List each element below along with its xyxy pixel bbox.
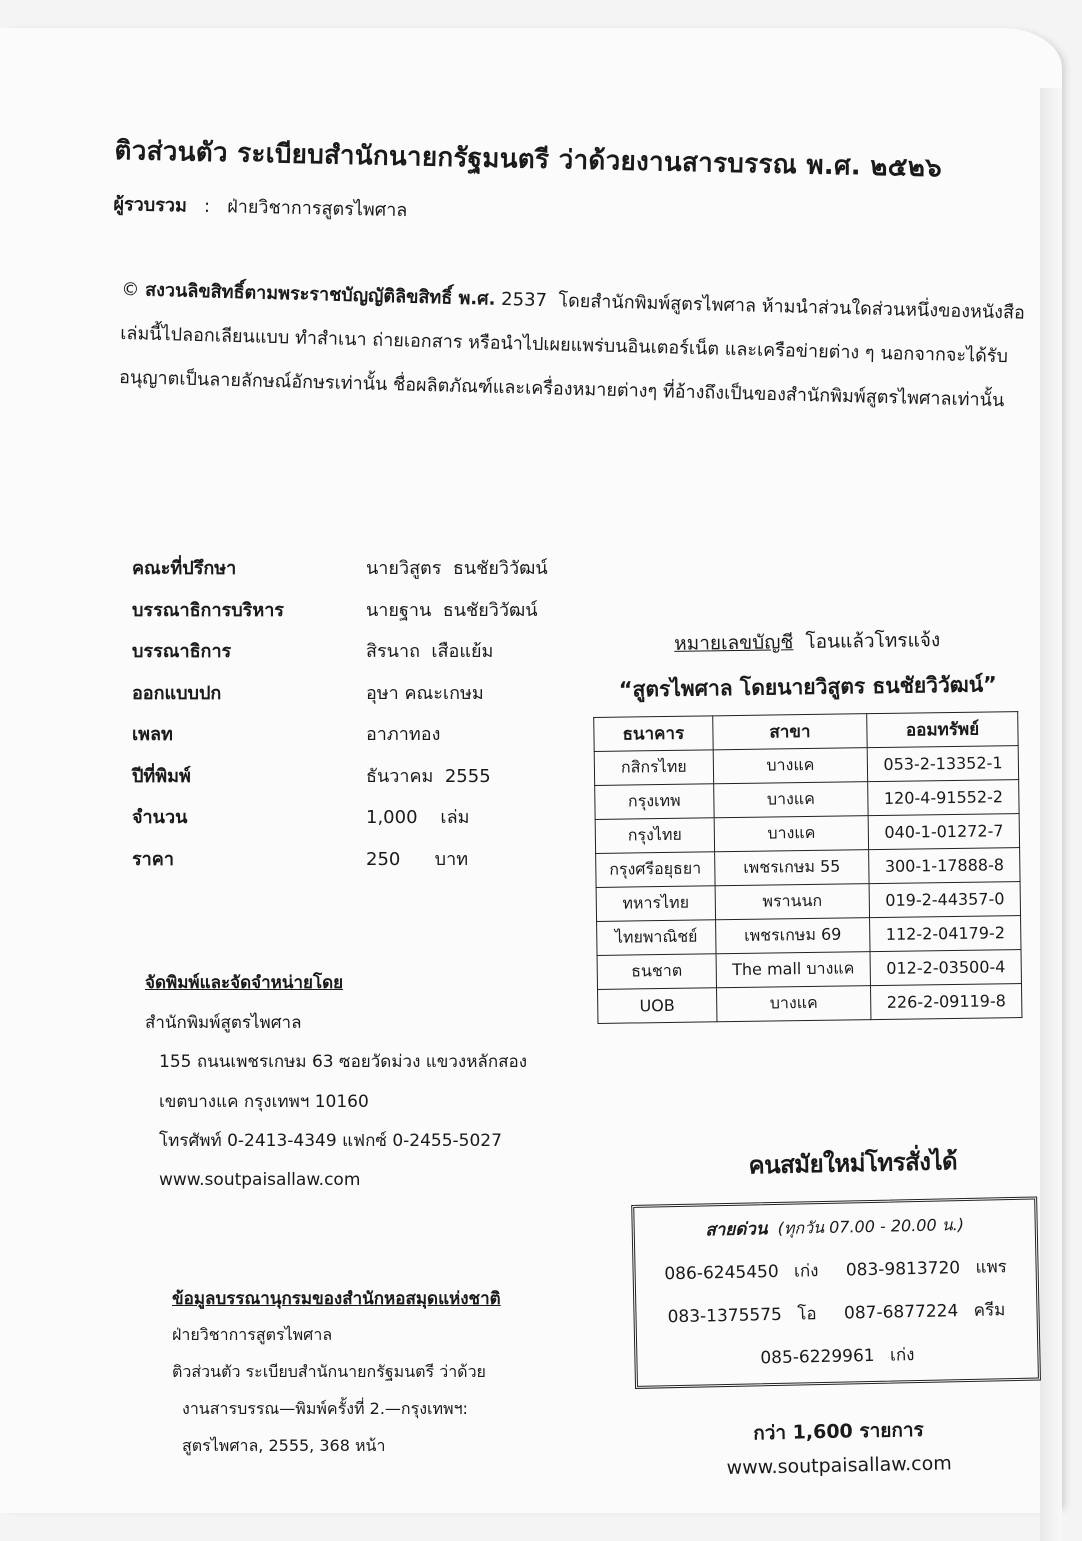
- hotline-label: สายด่วน: [705, 1219, 768, 1241]
- credits-list: [132, 547, 548, 879]
- credit-label: ออกแบบปก: [132, 682, 222, 704]
- bank-accounts-table: [593, 711, 1022, 1024]
- catalog-line: ฝ่ายวิชาการสูตรไพศาล: [172, 1325, 333, 1344]
- phone-number: 083-1375575: [667, 1304, 783, 1328]
- bank-accounts-section: [592, 624, 1027, 1024]
- column-header-bank: ธนาคาร: [594, 716, 713, 752]
- branch-cell: เพชรเกษม 69: [715, 918, 870, 954]
- credit-row: [132, 589, 548, 631]
- branch-cell: เพชรเกษม 55: [714, 850, 869, 886]
- bank-cell: กสิกรไทย: [594, 750, 713, 786]
- credit-value: นายวิสูตร ธนชัยวิวัฒน์: [366, 558, 548, 580]
- branch-cell: บางแค: [713, 782, 868, 818]
- credit-label: บรรณาธิการบริหาร: [132, 599, 284, 621]
- credit-label: ปีที่พิมพ์: [132, 765, 191, 787]
- credit-value: นายฐาน ธนชัยวิวัฒน์: [366, 599, 538, 621]
- catalog-heading: ข้อมูลบรรณานุกรมของสำนักหอสมุดแห่งชาติ: [172, 1289, 501, 1309]
- credit-value: 250 บาท: [366, 848, 469, 870]
- branch-cell: พรานนก: [715, 884, 870, 920]
- compiler-label: ผู้รวบรวม: [113, 193, 188, 217]
- bank-cell: UOB: [598, 988, 717, 1024]
- credit-value: 1,000 เล่ม: [366, 807, 470, 829]
- publisher-phone: โทรศัพท์ 0-2413-4349 แฟกซ์ 0-2455-5027: [159, 1131, 502, 1152]
- credit-row: [132, 547, 548, 589]
- book-title: ติวส่วนตัว ระเบียบสำนักนายกรัฐมนตรี ว่าด้วยงานสารบรรณ พ.ศ. ๒๕๒๖: [114, 135, 943, 184]
- phone-line: [646, 1296, 1026, 1331]
- branch-cell: บางแค: [713, 748, 868, 784]
- copyright-year: 2537: [500, 288, 548, 312]
- publisher-address-1: 155 ถนนเพชรเกษม 63 ซอยวัดม่วง แขวงหลักสอง: [159, 1052, 528, 1073]
- publisher-name: สำนักพิมพ์สูตรไพศาล: [145, 1012, 302, 1033]
- account-number-cell: 112-2-04179-2: [870, 916, 1021, 952]
- credit-label: บรรณาธิการ: [132, 641, 232, 663]
- account-number-cell: 012-2-03500-4: [870, 950, 1021, 986]
- credit-row: [132, 755, 548, 797]
- page-edge-shadow: [1040, 88, 1062, 1541]
- header: [113, 130, 942, 235]
- credit-row: [132, 713, 548, 755]
- accounts-title: [592, 624, 1022, 660]
- catalog-line: ติวส่วนตัว ระเบียบสำนักนายกรัฐมนตรี ว่าด้วย: [172, 1362, 486, 1381]
- account-number-cell: 019-2-44357-0: [869, 882, 1020, 918]
- bank-cell: ไทยพาณิชย์: [597, 920, 716, 956]
- credit-label: ราคา: [132, 848, 174, 870]
- copyright-bold-text: สงวนลิขสิทธิ์ตามพระราชบัญญัติลิขสิทธิ์ พ.ศ.: [144, 279, 496, 310]
- publisher-heading: จัดพิมพ์และจัดจำหน่ายโดย: [145, 973, 344, 994]
- credit-label: จำนวน: [132, 807, 188, 829]
- catalog-line: สูตรไพศาล, 2555, 368 หน้า: [182, 1436, 386, 1455]
- compiler-separator: :: [203, 195, 211, 218]
- order-promo: [630, 1140, 1042, 1481]
- account-owner: “สูตรไพศาล โดยนายวิสูตร ธนชัยวิวัฒน์”: [618, 672, 998, 702]
- account-number-cell: 120-4-91552-2: [868, 780, 1019, 816]
- publisher-address-2: เขตบางแค กรุงเทพฯ 10160: [159, 1091, 369, 1112]
- catalog-info: [172, 1280, 501, 1465]
- copyright-notice: [119, 268, 1042, 424]
- phone-number: 086-6245450: [664, 1261, 779, 1285]
- credit-row: [132, 796, 548, 838]
- accounts-title-underlined: หมายเลขบัญชี: [674, 631, 794, 655]
- bank-cell: กรุงไทย: [595, 818, 714, 854]
- credit-row: [132, 672, 548, 714]
- accounts-title-rest: โอนแล้วโทรแจ้ง: [805, 629, 941, 654]
- phone-contact-name: แพร: [975, 1257, 1008, 1278]
- promo-item-count: กว่า 1,600 รายการ: [752, 1418, 924, 1445]
- credit-value: อุษา คณะเกษม: [366, 682, 484, 704]
- column-header-branch: สาขา: [713, 714, 868, 750]
- compiler-value: ฝ่ายวิชาการสูตรไพศาล: [227, 196, 408, 222]
- table-row: [598, 984, 1022, 1024]
- account-number-cell: 040-1-01272-7: [868, 814, 1019, 850]
- phone-line: [647, 1339, 1027, 1374]
- account-number-cell: 053-2-13352-1: [867, 746, 1018, 782]
- publisher-info: [145, 963, 527, 1200]
- phone-contact-name: ครีม: [973, 1300, 1006, 1321]
- credit-row: [132, 838, 548, 880]
- bank-cell: ทหารไทย: [596, 886, 715, 922]
- hotline-hours: (ทุกวัน 07.00 - 20.00 น.): [777, 1215, 965, 1238]
- copyright-body: โดยสำนักพิมพ์สูตรไพศาล ห้ามนำส่วนใดส่วนหนึ่งของหนังสือเล่มนี้ไปลอกเลียนแบบ ทำสำเนา ถ่ายเอกสาร หรือนำไปเผยแพร่บนอินเตอร์เน็ต และเครือข่ายต่าง ๆ นอกจากจะได้รับอนุญาตเป็นลายลักษณ์อักษรเท่านั้น ชื่อผลิตภัณฑ์และเครื่องหมายต่างๆ ที่อ้างถึงเป็นของสำนักพิมพ์สูตรไพศาลเท่านั้น: [118, 290, 1026, 412]
- bank-cell: กรุงศรีอยุธยา: [596, 852, 715, 888]
- account-number-cell: 226-2-09119-8: [871, 984, 1022, 1020]
- branch-cell: บางแค: [716, 986, 871, 1022]
- bank-cell: กรุงเทพ: [595, 784, 714, 820]
- credit-value: อาภาทอง: [366, 724, 441, 746]
- bank-cell: ธนชาต: [597, 954, 716, 990]
- phone-contact-name: เก่ง: [889, 1345, 915, 1366]
- account-number-cell: 300-1-17888-8: [869, 848, 1020, 884]
- catalog-line: งานสารบรรณ—พิมพ์ครั้งที่ 2.—กรุงเทพฯ:: [182, 1399, 468, 1418]
- credit-row: [132, 630, 548, 672]
- column-header-savings: ออมทรัพย์: [867, 712, 1018, 748]
- credit-value: สิรนาถ เสือแย้ม: [366, 641, 494, 663]
- promo-heading: คนสมัยใหม่โทรสั่งได้: [748, 1147, 958, 1180]
- credit-label: คณะที่ปรึกษา: [132, 558, 237, 580]
- phone-line: [645, 1253, 1025, 1288]
- hotline-box: [631, 1196, 1041, 1388]
- phone-number: 085-6229961: [760, 1345, 875, 1369]
- branch-cell: The mall บางแค: [716, 952, 871, 988]
- phone-contact-name: โอ: [797, 1304, 817, 1325]
- promo-website: www.soutpaisallaw.com: [726, 1452, 952, 1480]
- branch-cell: บางแค: [714, 816, 869, 852]
- publisher-website: www.soutpaisallaw.com: [159, 1170, 361, 1191]
- phone-number: 087-6877224: [843, 1301, 959, 1324]
- credit-value: ธันวาคม 2555: [366, 765, 491, 787]
- credit-label: เพลท: [132, 724, 173, 746]
- hotline-title: [644, 1210, 1024, 1245]
- phone-contact-name: เก่ง: [793, 1261, 819, 1282]
- phone-number: 083-9813720: [845, 1258, 961, 1281]
- copyright-icon: ©: [121, 278, 140, 301]
